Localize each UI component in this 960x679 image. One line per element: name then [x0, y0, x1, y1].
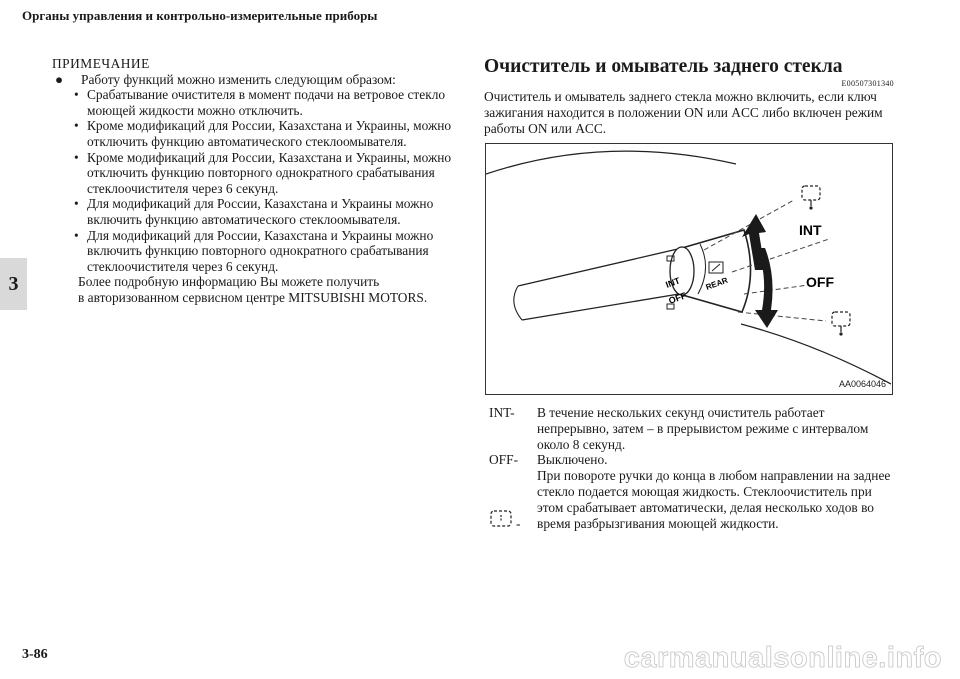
wiper-lever-illustration	[486, 144, 891, 393]
note-heading: ПРИМЕЧАНИЕ	[52, 56, 150, 71]
header-title: Органы управления и контрольно-измерительные приборы	[22, 8, 378, 23]
legend-desc-washer: При повороте ручки до конца в любом направлении на заднее стекло подается моющая жидкость. Стеклоочиститель при этом срабатывает автоматически, делая несколько ходов во время разбрызгивания моющей жидкости.	[537, 468, 891, 531]
legend-row-washer	[489, 468, 899, 531]
watermark: carmanualsonline.info	[623, 642, 942, 674]
list-item	[52, 228, 452, 275]
knob-label-off: OFF	[667, 290, 688, 306]
knob-label-rear: REAR	[704, 275, 729, 292]
list-item-text: Для модификаций для России, Казахстана и Украины можно включить функцию автоматического стеклоомывателя.	[87, 196, 434, 227]
bullet-point-icon: •	[74, 196, 79, 212]
wiper-lever-figure	[485, 143, 893, 395]
legend-term-washer	[489, 468, 537, 531]
bullet-point-icon: •	[74, 227, 79, 243]
section-title: Очиститель и омыватель заднего стекла	[484, 56, 843, 77]
knob-label-int: INT	[664, 275, 682, 290]
list-item	[52, 196, 452, 227]
washer-icon	[489, 509, 513, 531]
bullet-point-icon: •	[74, 118, 79, 134]
figure-label-int: INT	[799, 222, 822, 238]
list-item	[52, 118, 452, 149]
legend-desc-off: Выключено.	[537, 452, 608, 468]
washer-icon-bottom	[832, 312, 850, 336]
section-code: E00507301340	[841, 79, 894, 88]
bullet-point-icon: •	[74, 87, 79, 103]
legend-term-int: INT-	[489, 405, 515, 420]
washer-icon-top	[802, 186, 820, 210]
note-closing-2: в авторизованном сервисном центре MITSUBISHI MOTORS.	[78, 289, 428, 305]
section-block	[484, 56, 894, 136]
legend-row-off	[489, 452, 899, 468]
list-item-text: Кроме модификаций для России, Казахстана и Украины, можно отключить функцию повторного однократного срабатывания стеклоочистителя через 6 секунд.	[87, 149, 452, 196]
chapter-tab	[0, 258, 27, 310]
page-number: 3-86	[22, 647, 48, 662]
note-closing-1: Более подробную информацию Вы можете получить	[78, 274, 380, 290]
figure-label-off: OFF	[806, 274, 834, 290]
legend-term-off: OFF-	[489, 452, 519, 468]
figure-code: AA0064046	[838, 379, 886, 389]
legend	[489, 405, 899, 531]
bullet-point-icon: •	[74, 149, 79, 165]
chapter-number: 3	[8, 272, 19, 295]
note-bullet	[52, 72, 452, 88]
list-item-text: Для модификаций для России, Казахстана и Украины можно включить функцию повторного однократного срабатывания стеклоочистителя через 6 секунд.	[87, 227, 434, 274]
note-bullet-text: Работу функций можно изменить следующим образом:	[81, 71, 396, 87]
list-item	[52, 150, 452, 197]
list-item-text: Срабатывание очистителя в момент подачи на ветровое стекло моющей жидкости можно отключить.	[87, 87, 446, 118]
note-block	[52, 56, 452, 306]
list-item-text: Кроме модификаций для России, Казахстана и Украины, можно отключить функцию автоматического стеклоомывателя.	[87, 118, 452, 149]
section-intro: Очиститель и омыватель заднего стекла можно включить, если ключ зажигания находится в положении ON или ACC либо включен режим работы ON или ACC.	[484, 89, 883, 136]
legend-desc-int: В течение нескольких секунд очиститель работает непрерывно, затем – в прерывистом режиме с интервалом около 8 секунд.	[537, 405, 869, 452]
legend-row-int	[489, 405, 899, 452]
bullet-dot-icon: ●	[55, 71, 64, 87]
list-item	[52, 87, 452, 118]
washer-term-dash: -	[516, 515, 521, 531]
